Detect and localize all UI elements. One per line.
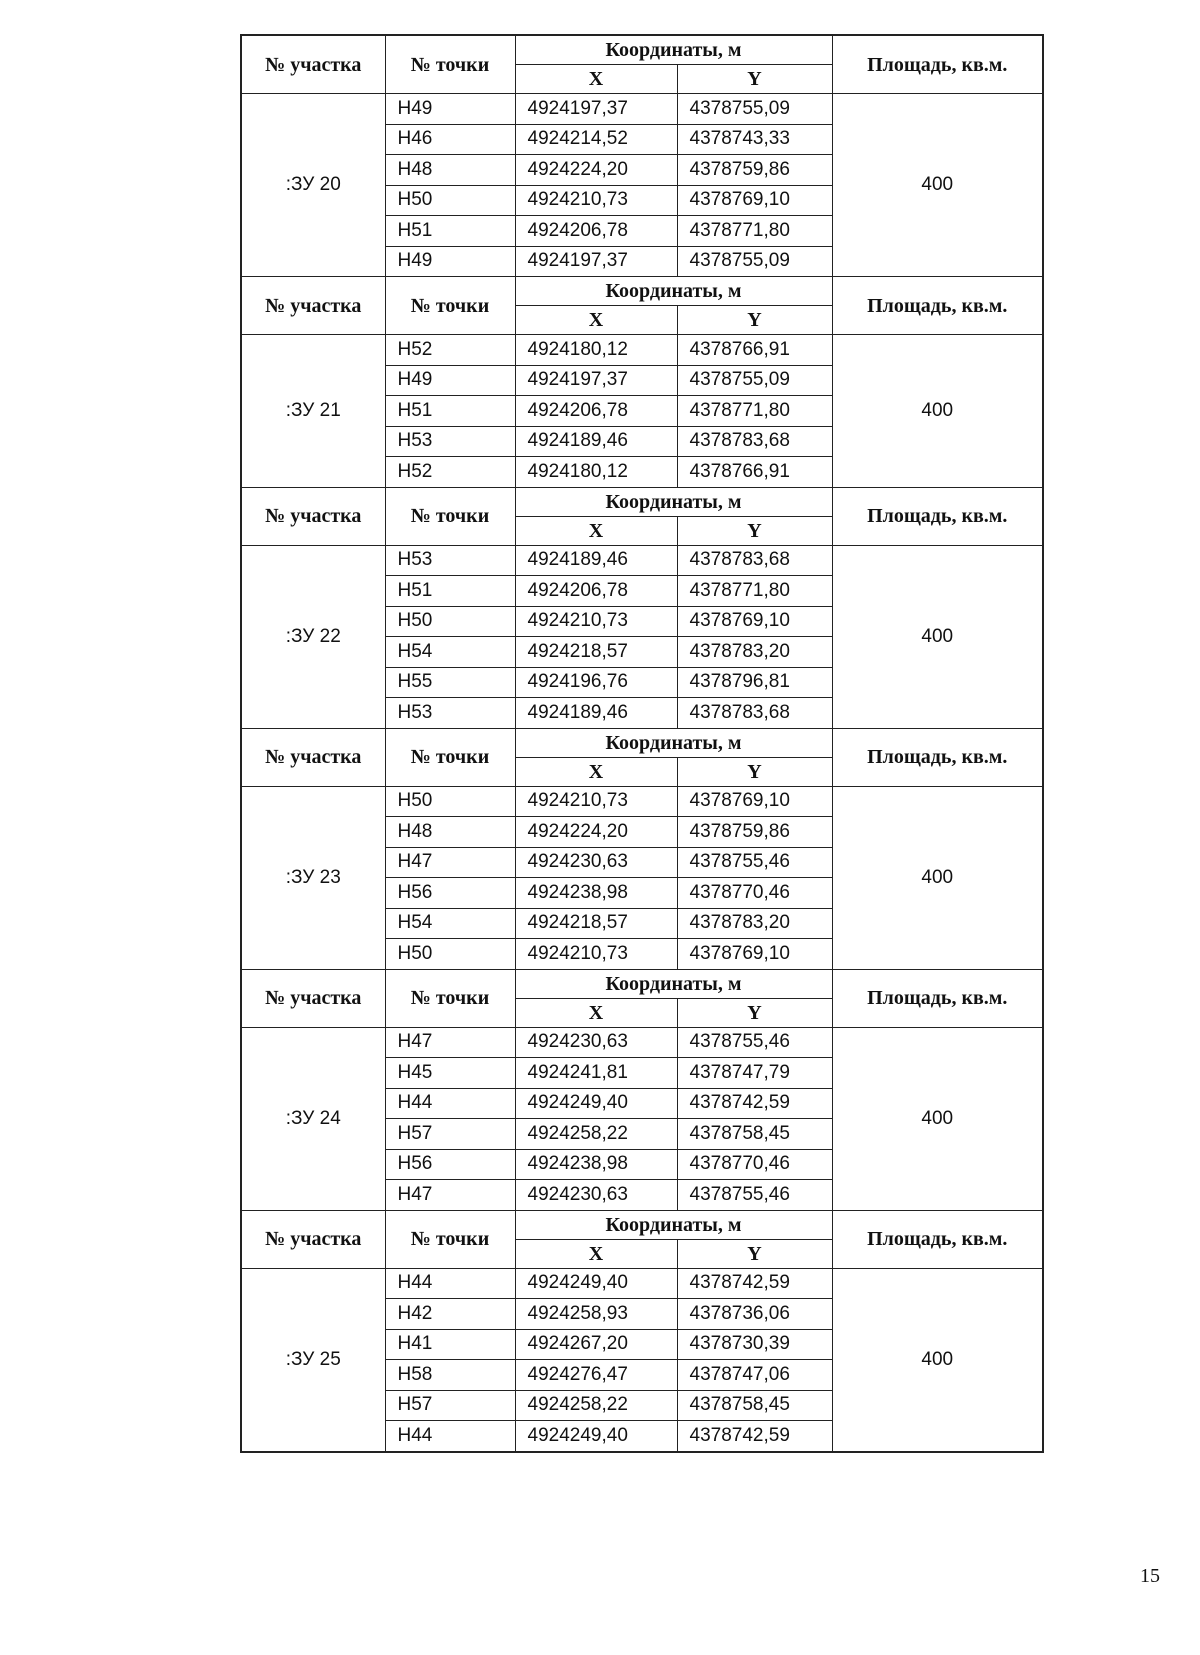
y-coordinate: 4378736,06 [677,1299,832,1330]
point-number: Н51 [385,396,515,427]
x-coordinate: 4924197,37 [515,94,677,125]
x-header: X [515,998,677,1027]
x-coordinate: 4924276,47 [515,1360,677,1391]
area-header: Площадь, кв.м. [832,728,1043,786]
point-number: Н57 [385,1119,515,1150]
x-coordinate: 4924210,73 [515,786,677,817]
y-coordinate: 4378758,45 [677,1119,832,1150]
coordinates-header: Координаты, м [515,1210,832,1239]
plot-area: 400 [832,94,1043,277]
coordinates-header: Координаты, м [515,969,832,998]
x-coordinate: 4924258,22 [515,1390,677,1421]
y-coordinate: 4378758,45 [677,1390,832,1421]
coordinates-header: Координаты, м [515,728,832,757]
coordinates-header: Координаты, м [515,277,832,306]
x-coordinate: 4924206,78 [515,576,677,607]
x-header: X [515,65,677,94]
x-coordinate: 4924197,37 [515,365,677,396]
x-coordinate: 4924230,63 [515,847,677,878]
x-coordinate: 4924180,12 [515,335,677,366]
header-row [241,969,1043,998]
y-coordinate: 4378783,68 [677,426,832,457]
y-coordinate: 4378755,09 [677,365,832,396]
point-number: Н47 [385,1027,515,1058]
y-header: Y [677,306,832,335]
point-number-header: № точки [385,35,515,94]
x-coordinate: 4924206,78 [515,396,677,427]
point-number: Н56 [385,1149,515,1180]
plot-area: 400 [832,786,1043,969]
y-coordinate: 4378796,81 [677,667,832,698]
y-coordinate: 4378755,09 [677,246,832,277]
y-coordinate: 4378747,06 [677,1360,832,1391]
x-coordinate: 4924180,12 [515,457,677,488]
plot-id: :ЗУ 25 [241,1268,385,1452]
coordinates-header: Координаты, м [515,487,832,516]
table-row [241,335,1043,366]
x-coordinate: 4924214,52 [515,124,677,155]
x-coordinate: 4924238,98 [515,1149,677,1180]
x-coordinate: 4924267,20 [515,1329,677,1360]
point-number: Н45 [385,1058,515,1089]
y-coordinate: 4378759,86 [677,817,832,848]
plot-number-header: № участка [241,277,385,335]
point-number-header: № точки [385,487,515,545]
point-number: Н52 [385,335,515,366]
y-header: Y [677,65,832,94]
point-number: Н42 [385,1299,515,1330]
point-number: Н53 [385,698,515,729]
x-coordinate: 4924224,20 [515,817,677,848]
y-coordinate: 4378755,46 [677,1180,832,1211]
y-coordinate: 4378783,20 [677,908,832,939]
point-number: Н53 [385,426,515,457]
y-coordinate: 4378769,10 [677,939,832,970]
x-coordinate: 4924230,63 [515,1180,677,1211]
x-header: X [515,1239,677,1268]
plot-id: :ЗУ 23 [241,786,385,969]
point-number: Н50 [385,606,515,637]
x-coordinate: 4924189,46 [515,698,677,729]
point-number: Н48 [385,817,515,848]
y-header: Y [677,998,832,1027]
header-row [241,35,1043,65]
x-coordinate: 4924189,46 [515,545,677,576]
point-number: Н44 [385,1421,515,1452]
y-coordinate: 4378747,79 [677,1058,832,1089]
table-row [241,94,1043,125]
x-header: X [515,306,677,335]
area-header: Площадь, кв.м. [832,35,1043,94]
point-number: Н46 [385,124,515,155]
point-number-header: № точки [385,1210,515,1268]
x-coordinate: 4924196,76 [515,667,677,698]
y-coordinate: 4378771,80 [677,576,832,607]
y-coordinate: 4378743,33 [677,124,832,155]
table-row [241,1027,1043,1058]
plot-area: 400 [832,545,1043,728]
point-number: Н47 [385,1180,515,1211]
point-number: Н50 [385,786,515,817]
x-coordinate: 4924189,46 [515,426,677,457]
y-header: Y [677,1239,832,1268]
point-number-header: № точки [385,728,515,786]
point-number: Н56 [385,878,515,909]
table-row [241,545,1043,576]
point-number: Н57 [385,1390,515,1421]
y-coordinate: 4378769,10 [677,185,832,216]
header-row [241,728,1043,757]
y-coordinate: 4378783,68 [677,545,832,576]
y-coordinate: 4378769,10 [677,606,832,637]
x-coordinate: 4924210,73 [515,185,677,216]
y-coordinate: 4378730,39 [677,1329,832,1360]
y-header: Y [677,516,832,545]
point-number: Н49 [385,246,515,277]
table-body [241,35,1043,1452]
x-coordinate: 4924249,40 [515,1088,677,1119]
plot-number-header: № участка [241,1210,385,1268]
y-coordinate: 4378742,59 [677,1088,832,1119]
y-coordinate: 4378766,91 [677,457,832,488]
header-row [241,277,1043,306]
table-row [241,1268,1043,1299]
point-number: Н44 [385,1088,515,1119]
y-coordinate: 4378755,46 [677,847,832,878]
header-row [241,487,1043,516]
y-coordinate: 4378742,59 [677,1268,832,1299]
x-header: X [515,757,677,786]
x-coordinate: 4924218,57 [515,637,677,668]
page-number: 15 [1140,1565,1160,1587]
x-coordinate: 4924258,22 [515,1119,677,1150]
x-coordinate: 4924210,73 [515,939,677,970]
coordinates-table [240,34,1044,1453]
x-coordinate: 4924241,81 [515,1058,677,1089]
plot-area: 400 [832,335,1043,488]
x-coordinate: 4924249,40 [515,1421,677,1452]
plot-id: :ЗУ 22 [241,545,385,728]
plot-area: 400 [832,1268,1043,1452]
point-number: Н41 [385,1329,515,1360]
y-coordinate: 4378771,80 [677,396,832,427]
point-number: Н53 [385,545,515,576]
plot-number-header: № участка [241,969,385,1027]
point-number: Н51 [385,216,515,247]
point-number: Н48 [385,155,515,186]
y-coordinate: 4378770,46 [677,1149,832,1180]
table-row [241,786,1043,817]
point-number: Н55 [385,667,515,698]
y-coordinate: 4378766,91 [677,335,832,366]
header-row [241,1210,1043,1239]
x-coordinate: 4924218,57 [515,908,677,939]
point-number: Н49 [385,94,515,125]
y-coordinate: 4378770,46 [677,878,832,909]
point-number: Н49 [385,365,515,396]
point-number: Н54 [385,637,515,668]
x-coordinate: 4924258,93 [515,1299,677,1330]
x-header: X [515,516,677,545]
point-number: Н47 [385,847,515,878]
point-number-header: № точки [385,277,515,335]
point-number-header: № точки [385,969,515,1027]
area-header: Площадь, кв.м. [832,277,1043,335]
y-header: Y [677,757,832,786]
plot-id: :ЗУ 21 [241,335,385,488]
area-header: Площадь, кв.м. [832,487,1043,545]
point-number: Н50 [385,939,515,970]
plot-id: :ЗУ 24 [241,1027,385,1210]
point-number: Н58 [385,1360,515,1391]
point-number: Н52 [385,457,515,488]
x-coordinate: 4924197,37 [515,246,677,277]
plot-number-header: № участка [241,728,385,786]
x-coordinate: 4924238,98 [515,878,677,909]
point-number: Н51 [385,576,515,607]
plot-number-header: № участка [241,35,385,94]
point-number: Н54 [385,908,515,939]
x-coordinate: 4924210,73 [515,606,677,637]
y-coordinate: 4378771,80 [677,216,832,247]
y-coordinate: 4378755,09 [677,94,832,125]
plot-number-header: № участка [241,487,385,545]
area-header: Площадь, кв.м. [832,969,1043,1027]
point-number: Н50 [385,185,515,216]
y-coordinate: 4378759,86 [677,155,832,186]
coordinates-header: Координаты, м [515,35,832,65]
x-coordinate: 4924206,78 [515,216,677,247]
plot-area: 400 [832,1027,1043,1210]
x-coordinate: 4924249,40 [515,1268,677,1299]
y-coordinate: 4378783,68 [677,698,832,729]
x-coordinate: 4924224,20 [515,155,677,186]
x-coordinate: 4924230,63 [515,1027,677,1058]
y-coordinate: 4378783,20 [677,637,832,668]
y-coordinate: 4378742,59 [677,1421,832,1452]
y-coordinate: 4378769,10 [677,786,832,817]
area-header: Площадь, кв.м. [832,1210,1043,1268]
point-number: Н44 [385,1268,515,1299]
y-coordinate: 4378755,46 [677,1027,832,1058]
plot-id: :ЗУ 20 [241,94,385,277]
